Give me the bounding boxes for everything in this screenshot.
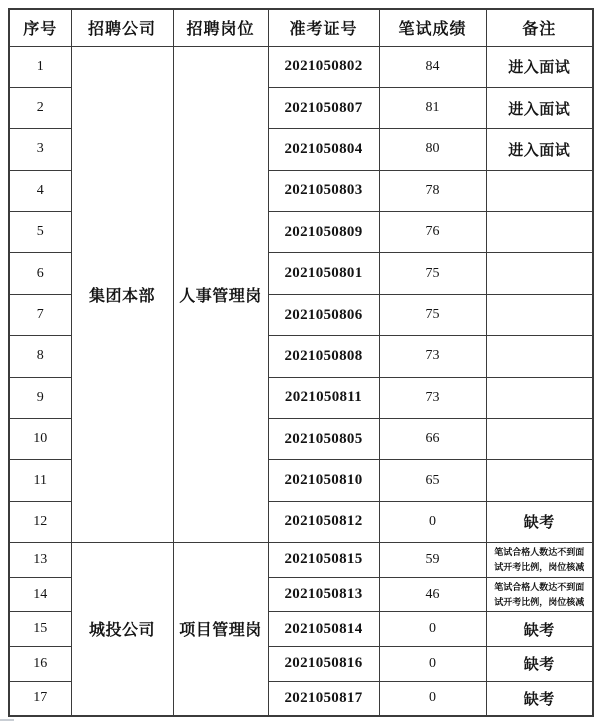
ticket-number-cell: 2021050812 <box>268 501 379 542</box>
written-score-cell: 78 <box>379 170 486 211</box>
table-row <box>9 543 593 578</box>
header-cell-seq: 序号 <box>9 9 71 46</box>
remark-cell: 进入面试 <box>486 129 593 170</box>
written-score-cell: 66 <box>379 419 486 460</box>
ticket-number-cell: 2021050816 <box>268 646 379 681</box>
remark-cell: 进入面试 <box>486 87 593 128</box>
ticket-number-cell: 2021050810 <box>268 460 379 501</box>
ticket-number-cell: 2021050809 <box>268 212 379 253</box>
ticket-number-cell: 2021050805 <box>268 419 379 460</box>
ticket-number-cell: 2021050802 <box>268 46 379 87</box>
ticket-number-cell: 2021050815 <box>268 543 379 578</box>
remark-cell: 缺考 <box>486 612 593 647</box>
written-score-cell: 84 <box>379 46 486 87</box>
written-score-cell: 59 <box>379 543 486 578</box>
remark-cell <box>486 212 593 253</box>
remark-cell <box>486 419 593 460</box>
row-number-cell: 15 <box>9 612 71 647</box>
ticket-number-cell: 2021050813 <box>268 577 379 612</box>
row-number-cell: 9 <box>9 377 71 418</box>
row-number-cell: 11 <box>9 460 71 501</box>
remark-cell <box>486 253 593 294</box>
written-score-cell: 0 <box>379 612 486 647</box>
written-score-cell: 81 <box>379 87 486 128</box>
remark-cell <box>486 170 593 211</box>
remark-cell: 笔试合格人数达不到面试开考比例，岗位核减 <box>486 577 593 612</box>
ticket-number-cell: 2021050817 <box>268 681 379 716</box>
table-row <box>9 46 593 87</box>
written-score-cell: 0 <box>379 501 486 542</box>
ticket-number-cell: 2021050814 <box>268 612 379 647</box>
ticket-number-cell: 2021050804 <box>268 129 379 170</box>
written-score-cell: 73 <box>379 336 486 377</box>
written-score-cell: 76 <box>379 212 486 253</box>
remark-cell: 笔试合格人数达不到面试开考比例，岗位核减 <box>486 543 593 578</box>
row-number-cell: 3 <box>9 129 71 170</box>
written-score-cell: 46 <box>379 577 486 612</box>
row-number-cell: 1 <box>9 46 71 87</box>
company-cell: 城投公司 <box>71 543 173 716</box>
row-number-cell: 4 <box>9 170 71 211</box>
row-number-cell: 5 <box>9 212 71 253</box>
position-cell: 项目管理岗 <box>173 543 268 716</box>
written-score-cell: 75 <box>379 253 486 294</box>
header-cell-remark: 备注 <box>486 9 593 46</box>
position-cell: 人事管理岗 <box>173 46 268 543</box>
written-score-cell: 0 <box>379 646 486 681</box>
remark-cell: 缺考 <box>486 646 593 681</box>
remark-cell <box>486 336 593 377</box>
row-number-cell: 6 <box>9 253 71 294</box>
ticket-number-cell: 2021050803 <box>268 170 379 211</box>
written-score-cell: 0 <box>379 681 486 716</box>
header-cell-position: 招聘岗位 <box>173 9 268 46</box>
written-score-cell: 75 <box>379 294 486 335</box>
remark-cell <box>486 294 593 335</box>
row-number-cell: 17 <box>9 681 71 716</box>
header-cell-company: 招聘公司 <box>71 9 173 46</box>
table-header-row <box>9 9 593 46</box>
remark-cell: 缺考 <box>486 501 593 542</box>
written-score-cell: 65 <box>379 460 486 501</box>
row-number-cell: 7 <box>9 294 71 335</box>
row-number-cell: 14 <box>9 577 71 612</box>
row-number-cell: 16 <box>9 646 71 681</box>
header-cell-score: 笔试成绩 <box>379 9 486 46</box>
written-score-cell: 80 <box>379 129 486 170</box>
written-test-results-table <box>8 8 594 717</box>
remark-cell: 缺考 <box>486 681 593 716</box>
row-number-cell: 10 <box>9 419 71 460</box>
company-cell: 集团本部 <box>71 46 173 543</box>
remark-cell: 进入面试 <box>486 46 593 87</box>
row-number-cell: 13 <box>9 543 71 578</box>
ticket-number-cell: 2021050806 <box>268 294 379 335</box>
page-bottom-artifact <box>0 719 14 721</box>
row-number-cell: 8 <box>9 336 71 377</box>
remark-cell <box>486 460 593 501</box>
row-number-cell: 12 <box>9 501 71 542</box>
ticket-number-cell: 2021050808 <box>268 336 379 377</box>
ticket-number-cell: 2021050801 <box>268 253 379 294</box>
header-cell-ticket: 准考证号 <box>268 9 379 46</box>
row-number-cell: 2 <box>9 87 71 128</box>
table-body <box>9 46 593 716</box>
remark-cell <box>486 377 593 418</box>
ticket-number-cell: 2021050811 <box>268 377 379 418</box>
ticket-number-cell: 2021050807 <box>268 87 379 128</box>
written-score-cell: 73 <box>379 377 486 418</box>
